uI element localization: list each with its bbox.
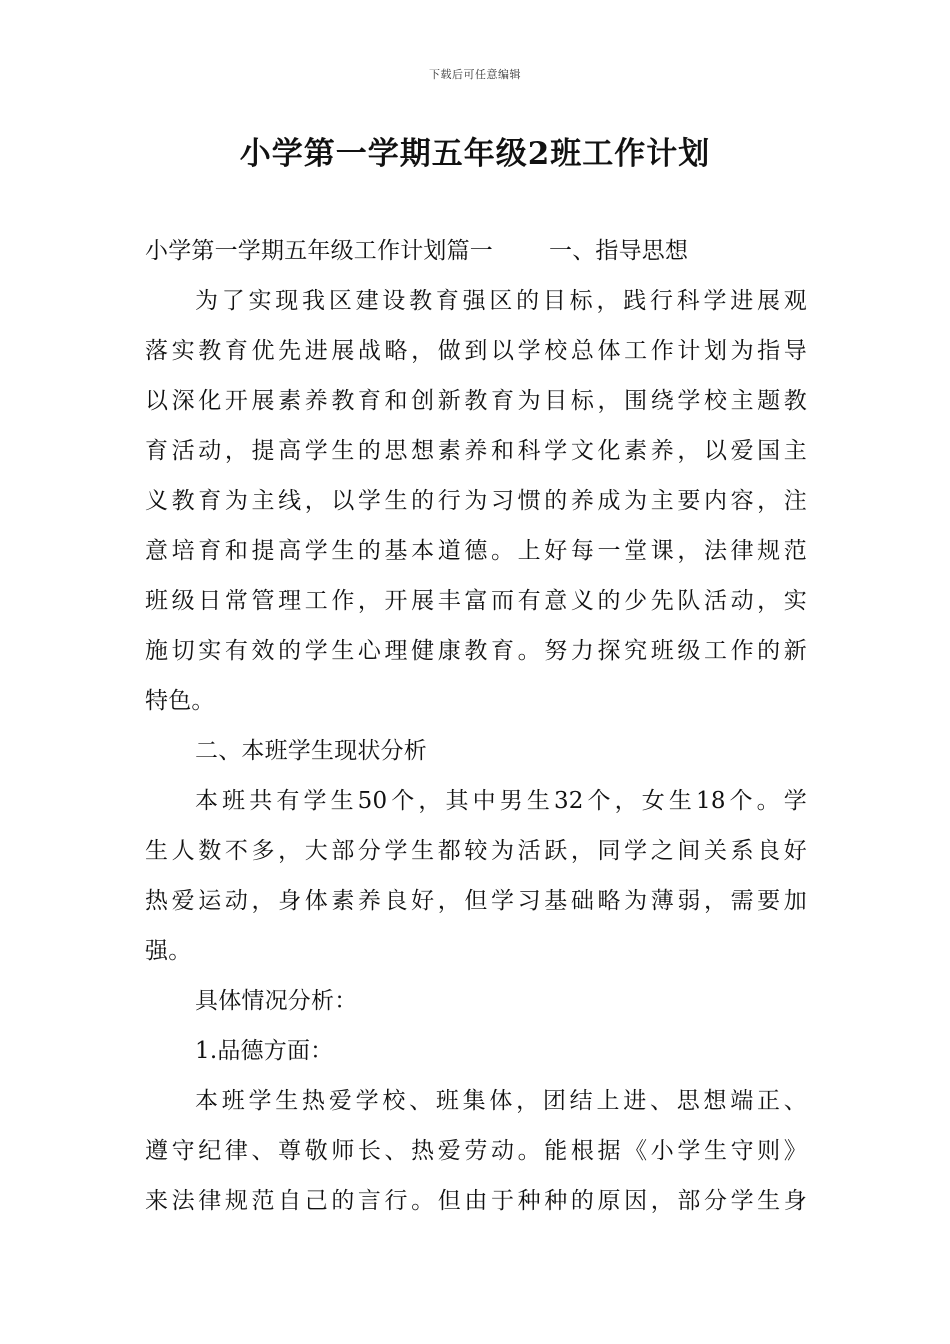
paragraph-line: 以深化开展素养教育和创新教育为目标，围绕学校主题教 <box>145 388 807 414</box>
paragraph-line: 强。 <box>145 938 192 964</box>
paragraph-line: 育活动，提高学生的思想素养和科学文化素养，以爱国主 <box>145 438 807 464</box>
section-heading <box>145 226 807 276</box>
subheading: 二、本班学生现状分析 <box>195 738 427 764</box>
paragraph-line: 生人数不多，大部分学生都较为活跃，同学之间关系良好 <box>145 838 807 864</box>
document-body <box>145 226 807 1226</box>
paragraph-line: 遵守纪律、尊敬师长、热爱劳动。能根据《小学生守则》 <box>145 1138 807 1164</box>
paragraph-line: 意培育和提高学生的基本道德。上好每一堂课，法律规范 <box>145 538 807 564</box>
paragraph-line: 特色。 <box>145 688 215 714</box>
section-heading-left: 小学第一学期五年级工作计划篇一 <box>145 238 493 264</box>
section-heading-right: 一、指导思想 <box>549 238 689 264</box>
paragraph-line: 班级日常管理工作，开展丰富而有意义的少先队活动，实 <box>145 588 807 614</box>
paragraph-line: 为了实现我区建设教育强区的目标，践行科学进展观 <box>195 288 807 314</box>
subheading: 具体情况分析： <box>195 988 358 1014</box>
paragraph-line: 义教育为主线，以学生的行为习惯的养成为主要内容，注 <box>145 488 807 514</box>
document-title: 小学第一学期五年级2班工作计划 <box>239 136 711 172</box>
paragraph-line: 来法律规范自己的言行。但由于种种的原因，部分学生身 <box>145 1188 807 1214</box>
subheading: 1.品德方面： <box>195 1038 334 1064</box>
paragraph-line: 本班学生热爱学校、班集体，团结上进、思想端正、 <box>195 1088 807 1114</box>
paragraph-line: 落实教育优先进展战略，做到以学校总体工作计划为指导 <box>145 338 807 364</box>
header-note: 下载后可任意编辑 <box>429 68 521 81</box>
paragraph-line: 本班共有学生50个，其中男生32个，女生18个。学 <box>195 788 807 814</box>
paragraph-line: 施切实有效的学生心理健康教育。努力探究班级工作的新 <box>145 638 807 664</box>
paragraph-line: 热爱运动，身体素养良好，但学习基础略为薄弱，需要加 <box>145 888 807 914</box>
